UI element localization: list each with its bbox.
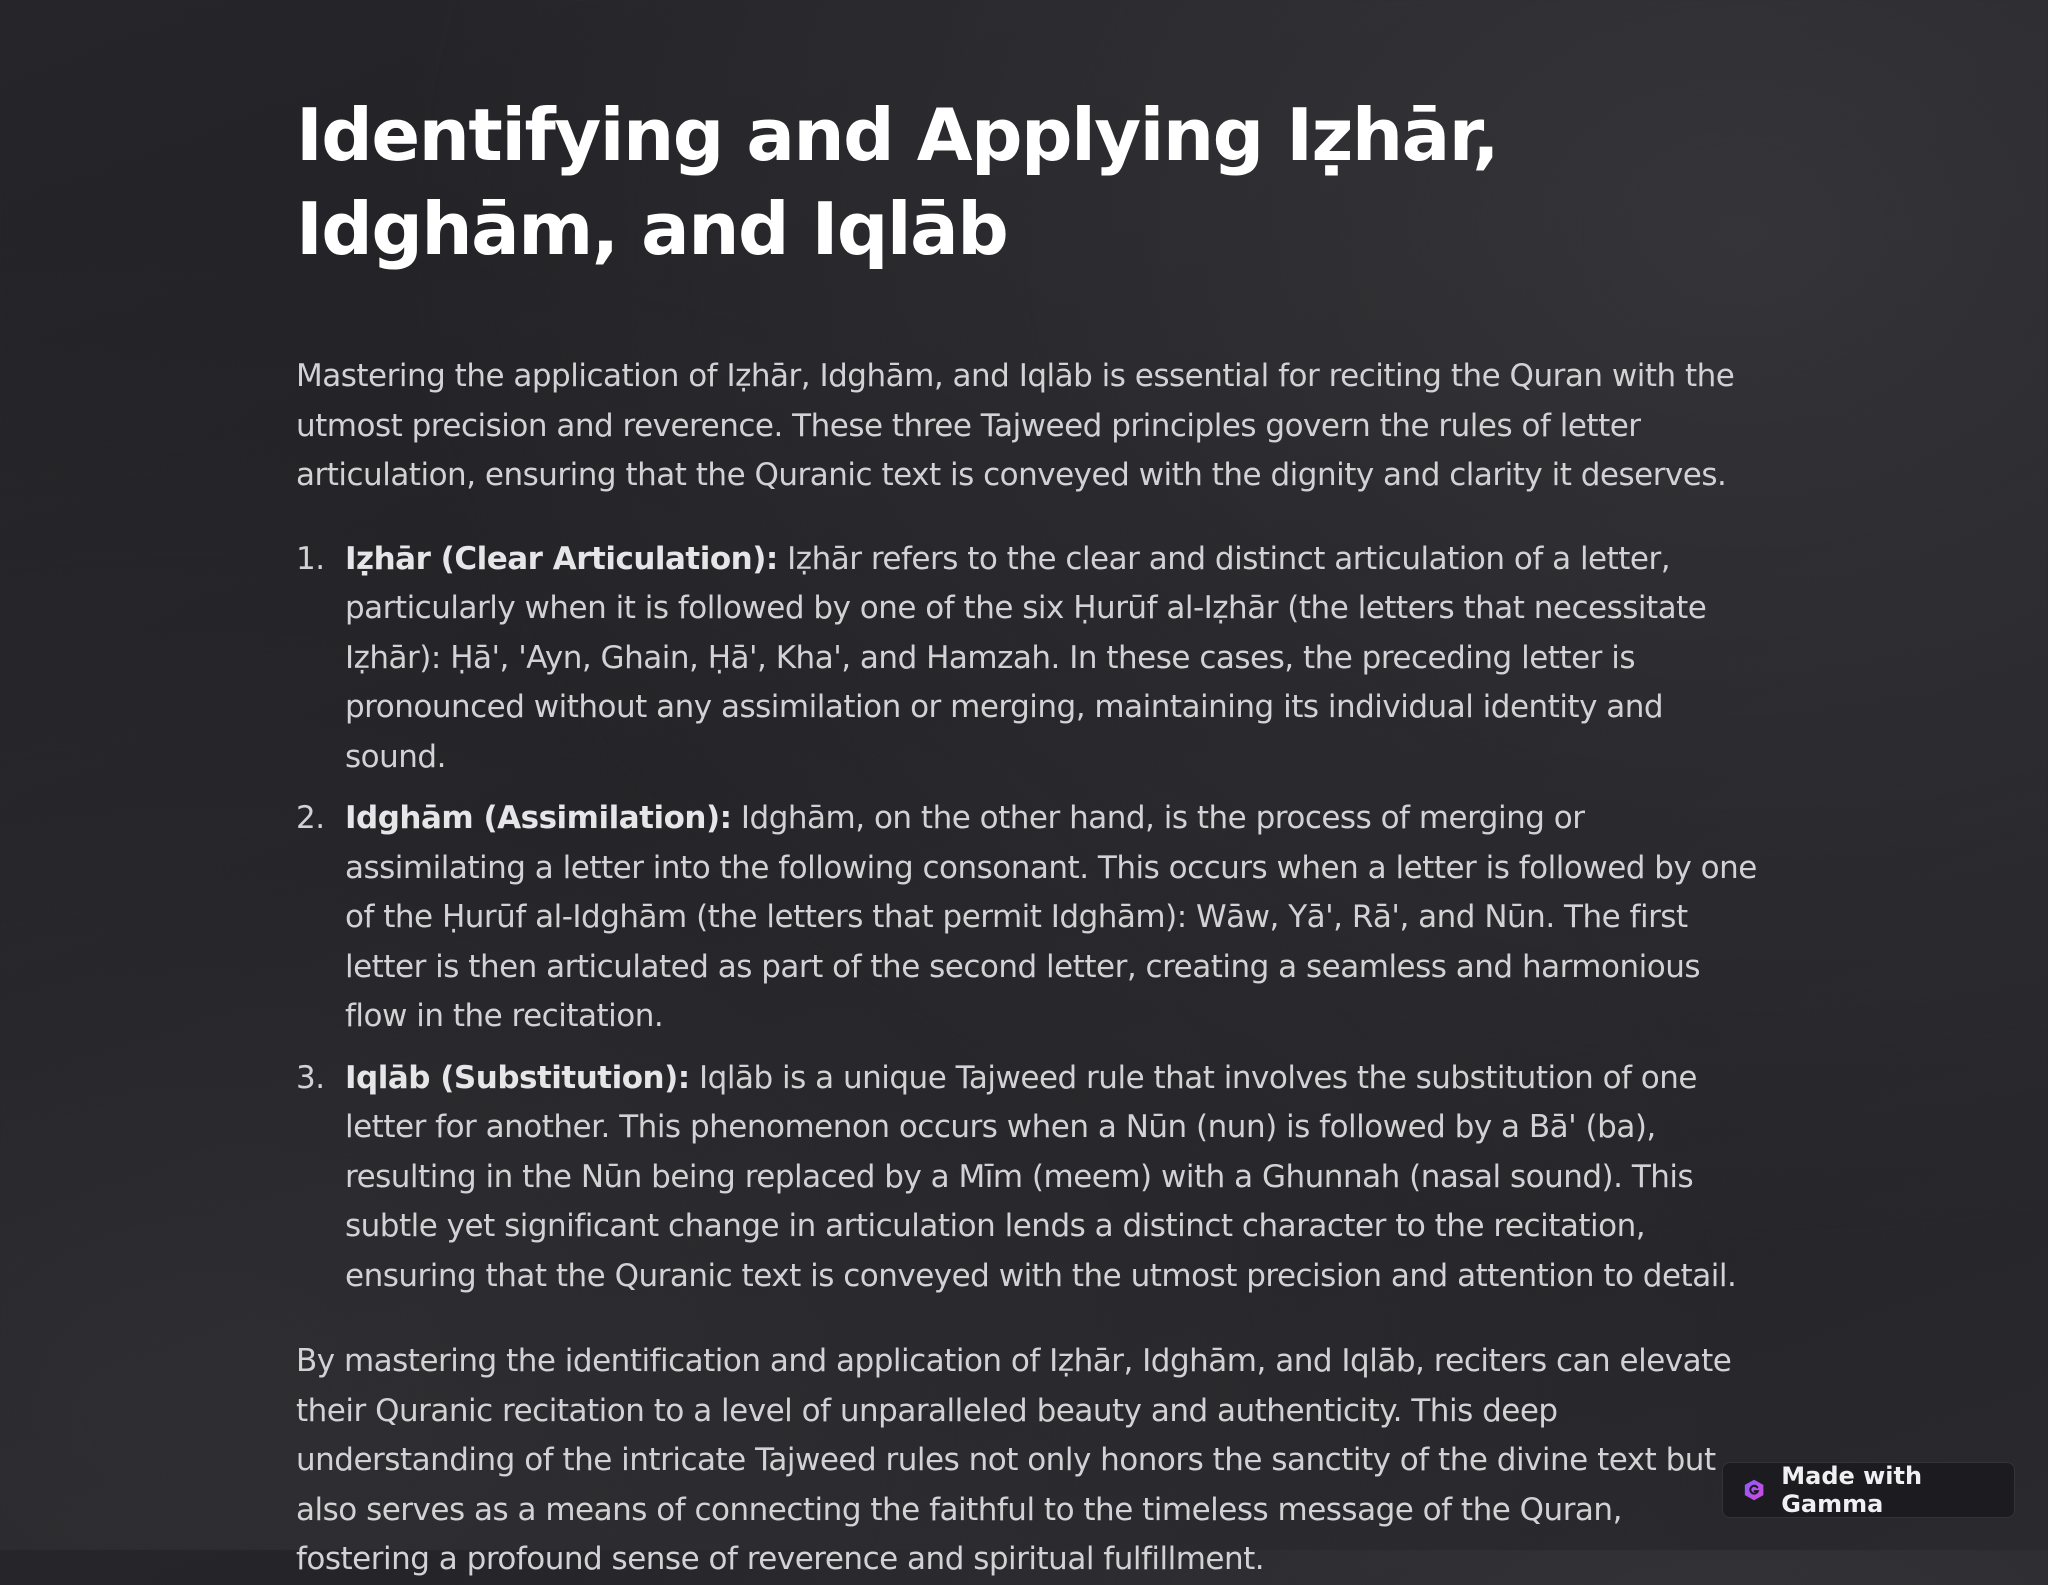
list-item-izhar	[296, 535, 1758, 783]
badge-label: Made with Gamma	[1781, 1462, 1923, 1518]
list-item-text: Idghām, on the other hand, is the process of merging or assimilating a letter into the following consonant. This occurs when a letter is followed by one of the Ḥurūf al-Idghām (the letters that permit Idghām): Wāw, Yā', Rā', and Nūn. The first letter is then articulated as part of the second letter, creating a seamless and harmonious flow in the recitation.	[345, 800, 1757, 1034]
list-item-term: Idghām (Assimilation):	[345, 800, 732, 836]
list-number: 2.	[296, 800, 325, 836]
slide-content	[296, 88, 1758, 1585]
list-item-text: Iẓhār refers to the clear and distinct articulation of a letter, particularly when it is followed by one of the six Ḥurūf al-Iẓhār (the letters that necessitate Iẓhār): Ḥā', 'Ayn, Ghain, Ḥā', Kha', and Hamzah. In these cases, the preceding letter is pronounced without any assimilation or merging, maintaining its individual identity and sound.	[345, 540, 1707, 775]
list-number: 3.	[296, 1059, 325, 1096]
conclusion-paragraph: By mastering the identification and application of Iẓhār, Idghām, and Iqlāb, reciters can elevate their Quranic recitation to a level of unparalleled beauty and authenticity. This deep understanding of the intricate Tajweed rules not only honors the sanctity of the divine text but also serves as a means of connecting the faithful to the timeless message of the Quran, fostering a profound sense of reverence and spiritual fulfillment.	[296, 1343, 1732, 1577]
list-item-term: Iqlāb (Substitution):	[345, 1059, 690, 1096]
list-number: 1.	[296, 540, 325, 577]
made-with-gamma-badge[interactable]	[1722, 1462, 2015, 1518]
list-item-iqlab	[296, 1054, 1758, 1302]
list-item-text: Iqlāb is a unique Tajweed rule that involves the substitution of one letter for another. This phenomenon occurs when a Nūn (nun) is followed by a Bā' (ba), resulting in the Nūn being replaced by a Mīm (meem) with a Ghunnah (nasal sound). This subtle yet significant change in articulation lends a distinct character to the recitation, ensuring that the Quranic text is conveyed with the utmost precision and attention to detail.	[345, 1059, 1737, 1294]
rules-list	[296, 535, 1758, 1302]
list-item-term: Iẓhār (Clear Articulation):	[345, 540, 778, 577]
gamma-logo-icon	[1743, 1478, 1765, 1502]
page-title: Identifying and Applying Iẓhār, Idghām, and Iqlāb	[296, 93, 1499, 271]
intro-paragraph: Mastering the application of Iẓhār, Idghām, and Iqlāb is essential for reciting the Quran with the utmost precision and reverence. These three Tajweed principles govern the rules of letter articulation, ensuring that the Quranic text is conveyed with the dignity and clarity it deserves.	[296, 358, 1735, 493]
list-item-idgham	[296, 794, 1758, 1042]
